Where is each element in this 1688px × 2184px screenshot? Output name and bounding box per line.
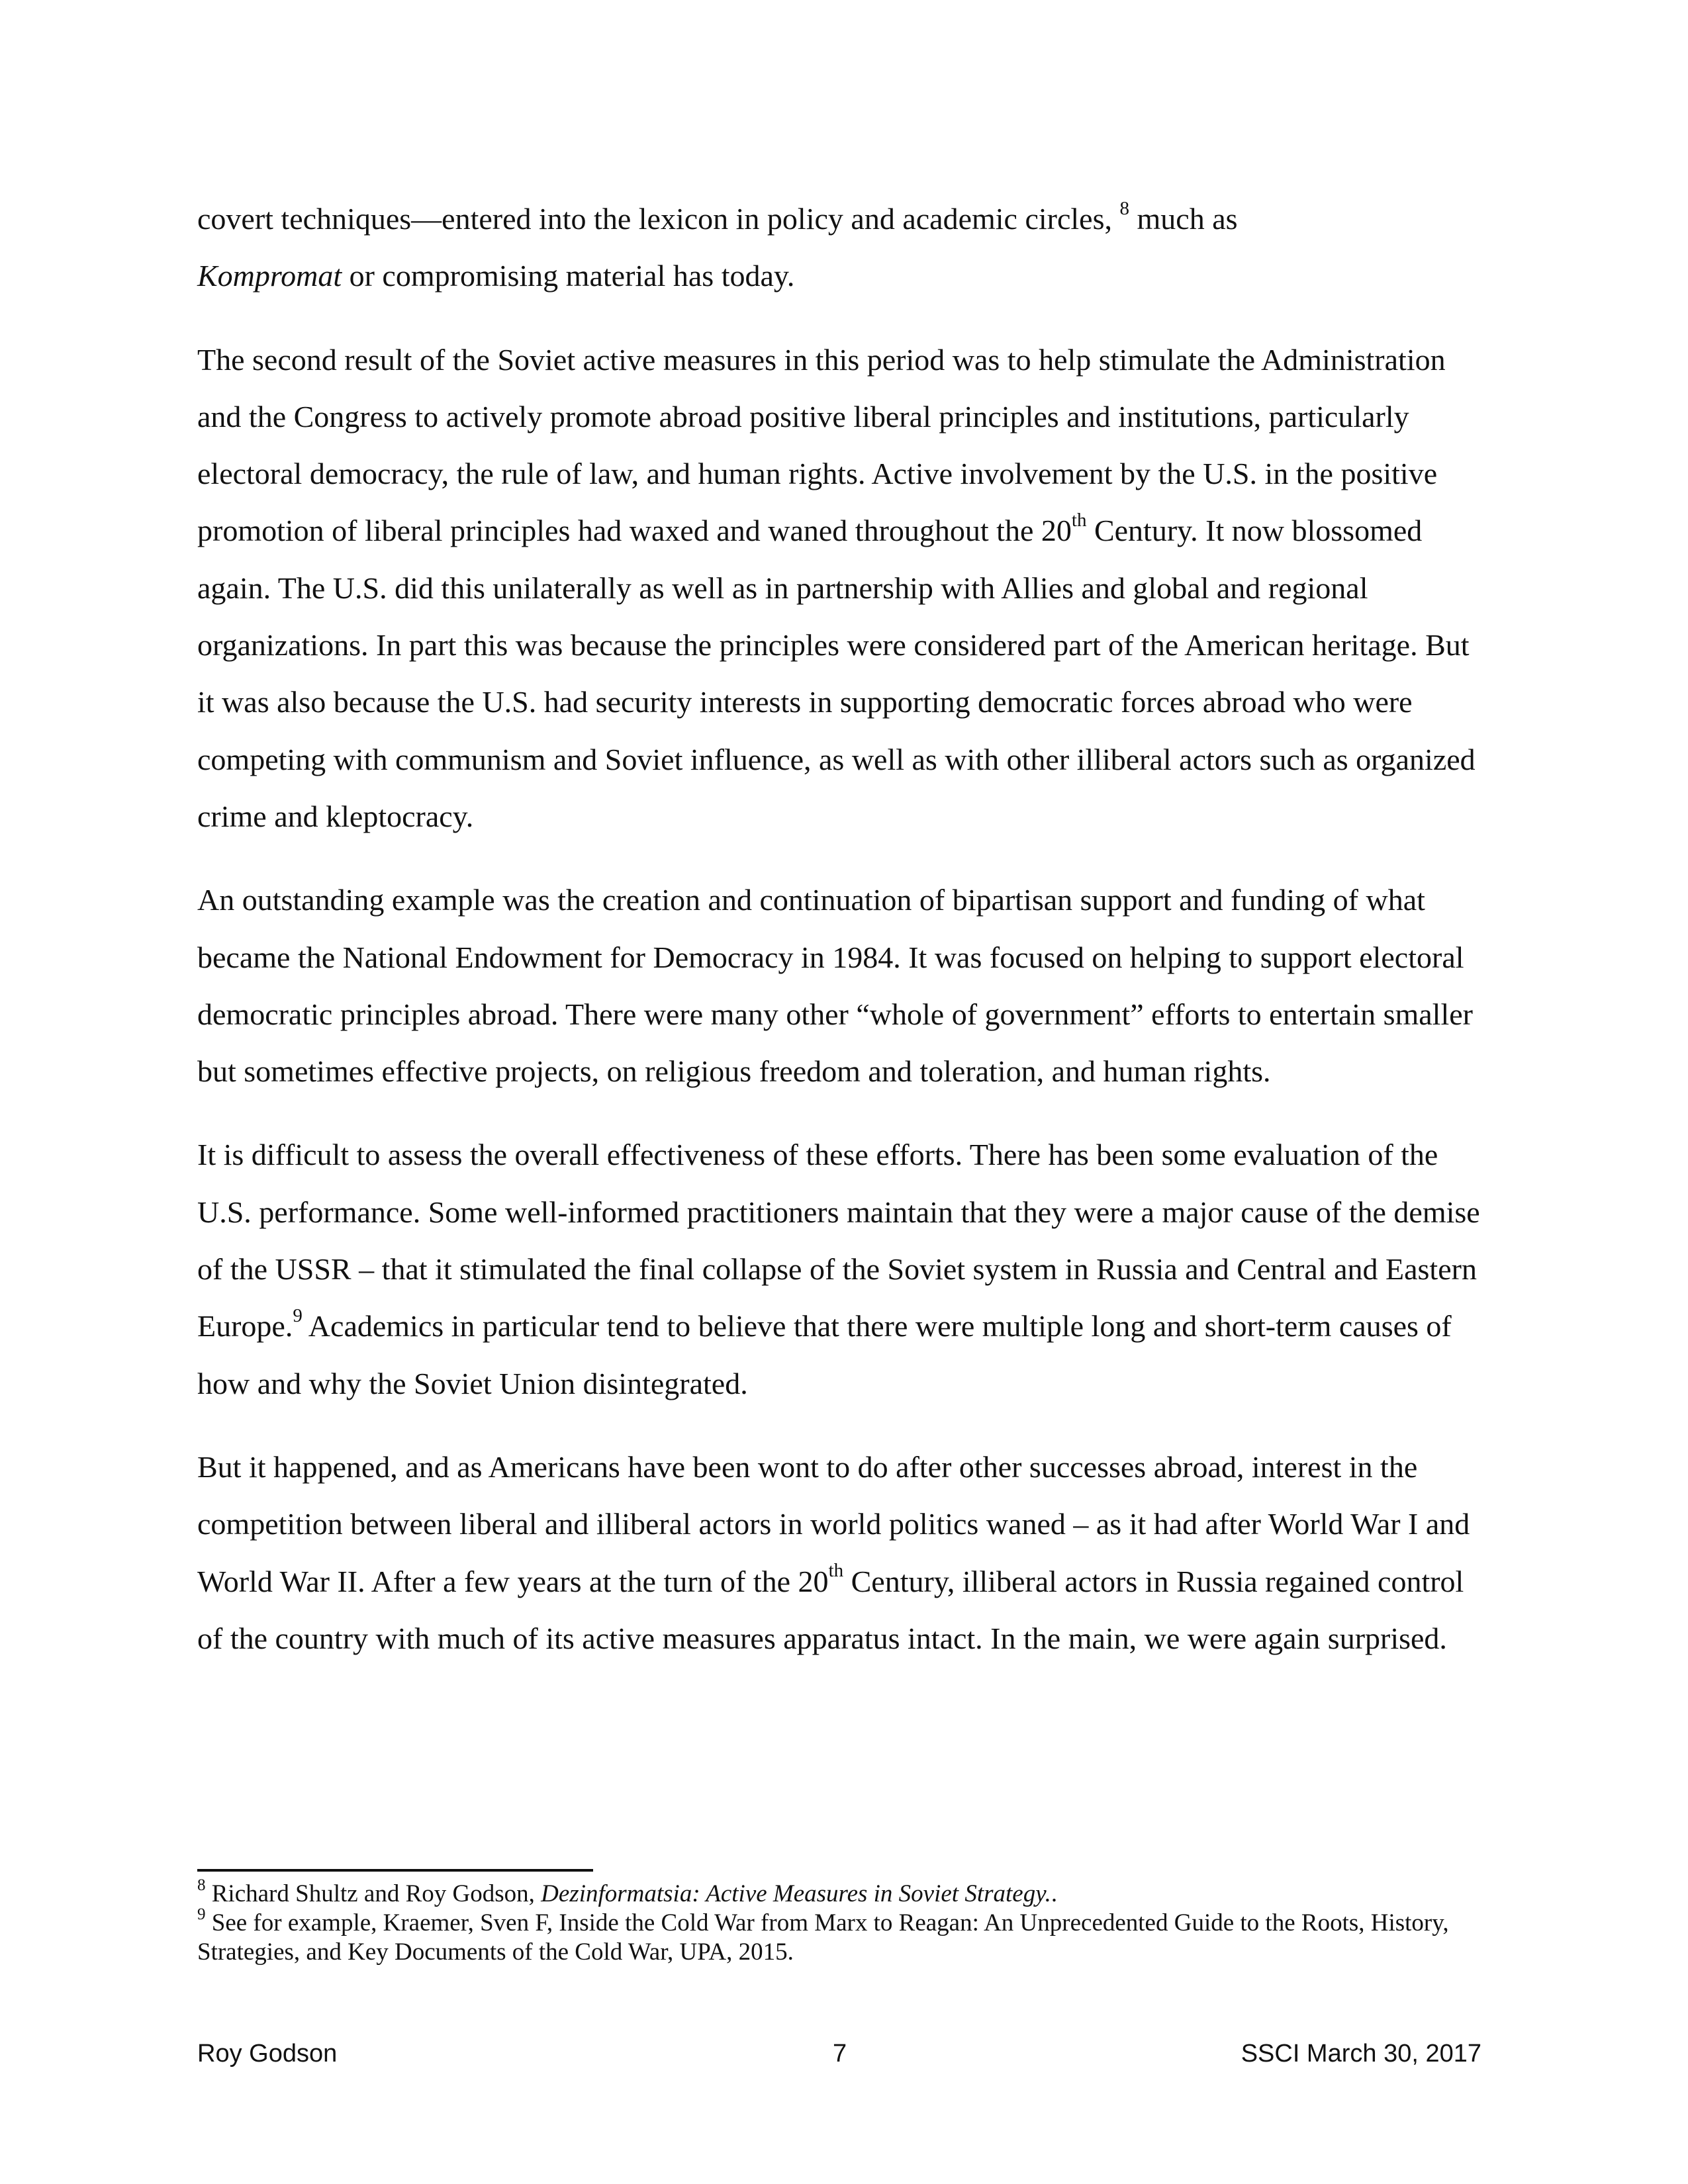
paragraph-3: An outstanding example was the creation and continuation of bipartisan support and funding of what became the National Endowment for Democracy in 1984. It was focused on helping to support electoral democratic principles abroad. There were many other “whole of government” efforts to entertain smaller but sometimes effective projects, on religious freedom and toleration, and human rights. [197,883,1473,1089]
paragraph-text: But it happened, and as Americans have been wont to do after other successes abroad, interest in the competition between liberal and illiberal actors in world politics waned – as it had after World War I and World War II. After a few years at the turn of the 20 [197,1449,1470,1598]
footnote-ref-9[interactable]: 9 [293,1305,303,1327]
footer-date: SSCI March 30, 2017 [1241,2040,1481,2068]
paragraph-text: much as [1129,202,1238,236]
footnotes [197,1876,1481,1967]
paragraph-text: or compromising material has today. [342,259,795,293]
paragraph-text: Century, illiberal actors in Russia regained control of the country with much of its active measures apparatus intact. In the main, we were again surprised. [197,1564,1464,1655]
paragraph-1 [197,191,1481,305]
paragraph-text: The second result of the Soviet active measures in this period was to help stimulate the Administration and the Congress to actively promote abroad positive liberal principles and institutions, particularly electoral democracy, the rule of law, and human rights. Active involvement by the U.S. in the positive promotion of liberal principles had waxed and waned throughout the 20 [197,342,1446,548]
footnote-8 [197,1876,1481,1909]
superscript-th: th [828,1560,844,1582]
paragraph-text: Academics in particular tend to believe that there were multiple long and short-term causes of how and why the Soviet Union disintegrated. [197,1309,1452,1400]
footnote-number: 9 [197,1905,206,1923]
paragraph-text: covert techniques—entered into the lexicon in policy and academic circles, [197,202,1112,236]
footnote-text: Richard Shultz and Roy Godson, [205,1880,541,1907]
footnote-ref-8[interactable]: 8 [1119,197,1129,219]
footnote-text: See for example, Kraemer, Sven F, Inside the Cold War from Marx to Reagan: An Unprecedented Guide to the Roots, History, Strategies, and Key Documents of the Cold War, UPA, 2015. [197,1909,1449,1966]
paragraph-4 [197,1126,1481,1412]
footnote-title: Dezinformatsia: Active Measures in Soviet Strategy. [541,1880,1051,1907]
footnote-divider [197,1869,593,1872]
paragraph-text: It is difficult to assess the overall effectiveness of these efforts. There has been some evaluation of the U.S. performance. Some well-informed practitioners maintain that they were a major cause of the demise of the USSR – that it stimulated the final collapse of the Soviet system in Russia and Central and Eastern Europe. [197,1138,1480,1343]
page-footer [197,2040,1481,2073]
footnote-text: . [1051,1880,1058,1907]
footer-page-number: 7 [833,2040,847,2068]
paragraph-2 [197,332,1481,846]
superscript-th: th [1071,510,1087,531]
footer-author: Roy Godson [197,2040,338,2068]
paragraph-text: Century. It now blossomed again. The U.S. did this unilaterally as well as in partnership with Allies and global and regional organizations. In part this was because the principles were considered part of the American heritage. But it was also because the U.S. had security interests in supporting democratic forces abroad who were competing with communism and Soviet influence, as well as with other illiberal actors such as organized crime and kleptocracy. [197,514,1476,833]
footnote-number: 8 [197,1876,206,1894]
footnote-9 [197,1905,1481,1967]
italic-term: Kompromat [197,259,342,293]
paragraph-5 [197,1439,1481,1667]
body-text [197,191,1481,1694]
